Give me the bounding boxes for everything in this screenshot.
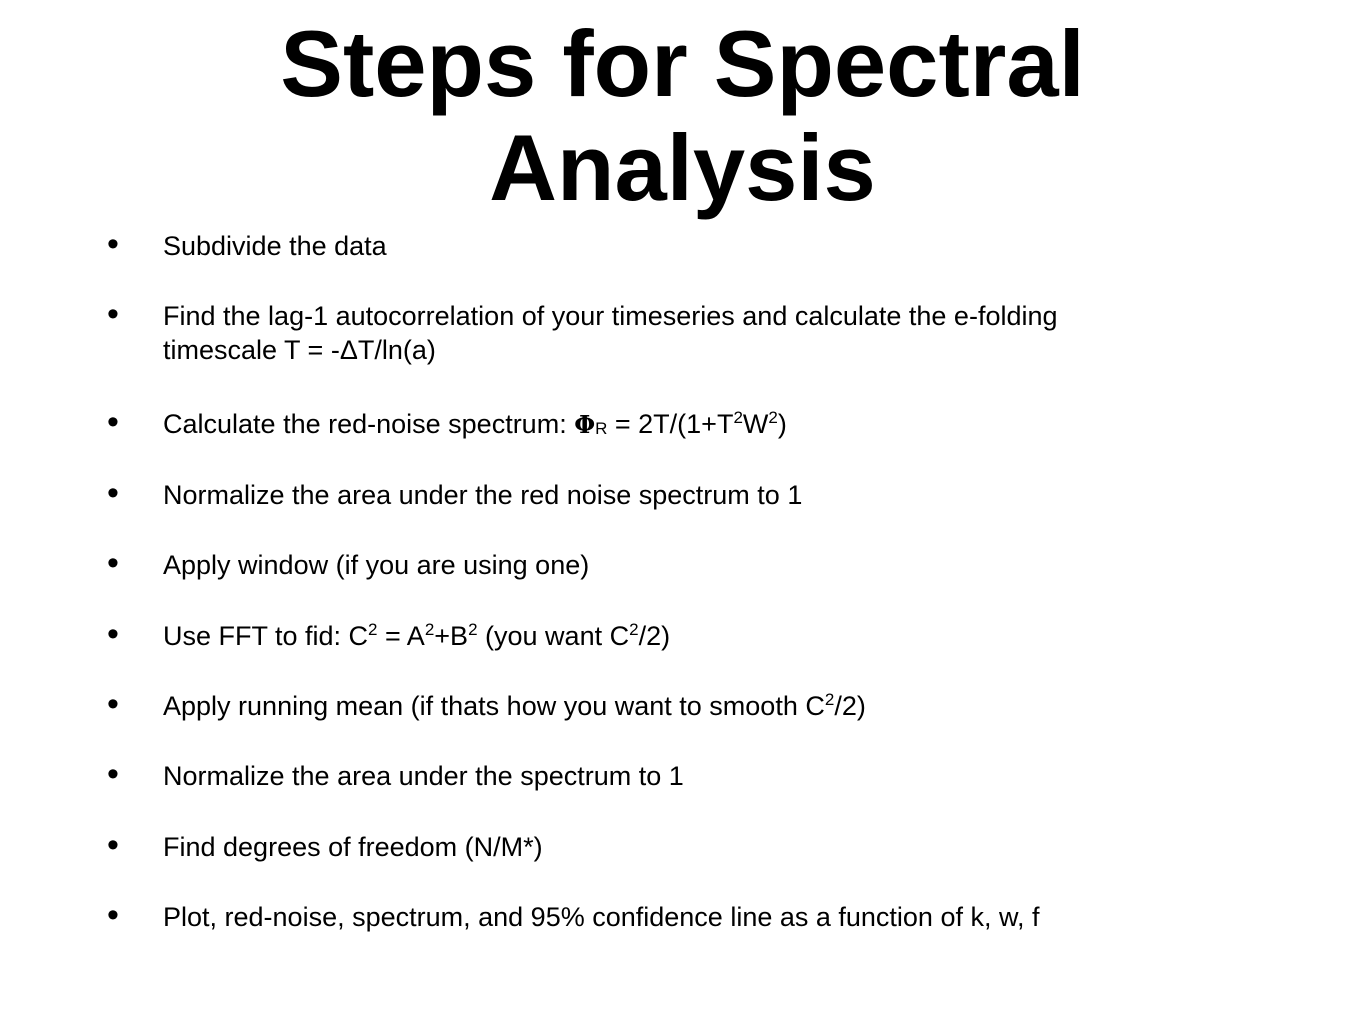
superscript: 2 [629, 620, 639, 639]
bullet-dot-icon: • [107, 295, 119, 333]
formula-part: ) [777, 409, 787, 439]
bullet-item-degrees-of-freedom [107, 826, 1283, 864]
bullet-text: Subdivide the data [163, 231, 387, 261]
bullet-dot-icon: • [107, 544, 119, 582]
superscript: 2 [368, 620, 378, 639]
bullet-text: Calculate the red-noise spectrum: [163, 409, 575, 439]
phi-symbol: Φ [574, 410, 596, 439]
formula-part: /2) [834, 691, 866, 721]
formula-part: = A [377, 621, 425, 651]
superscript: 2 [468, 620, 478, 639]
formula-part: /2) [638, 621, 671, 651]
bullet-text-line-2: timescale T = -ΔT/ln(a) [163, 335, 436, 365]
bullet-item-use-fft [107, 615, 1283, 653]
bullet-item-apply-window [107, 544, 1283, 582]
bullet-item-subdivide [107, 225, 1283, 263]
bullet-item-normalize-spectrum [107, 755, 1283, 793]
bullet-text: Normalize the area under the spectrum to 1 [163, 761, 684, 791]
superscript: 2 [768, 408, 778, 427]
superscript: 2 [424, 620, 435, 639]
formula-part: +B [434, 621, 469, 651]
slide-title-line-2: Analysis [489, 115, 876, 220]
bullet-dot-icon: • [107, 685, 119, 723]
bullet-dot-icon: • [107, 474, 119, 512]
bullet-text: Plot, red-noise, spectrum, and 95% confidence line as a function of k, w, f [163, 902, 1040, 932]
superscript: 2 [733, 408, 743, 427]
slide-title-line-1: Steps for Spectral [280, 11, 1085, 116]
slide-title [0, 12, 1365, 220]
bullet-text: Apply window (if you are using one) [163, 550, 590, 580]
formula-part: = 2T/(1+T [607, 409, 734, 439]
bullet-item-normalize-red-noise [107, 474, 1283, 512]
bullet-dot-icon: • [107, 755, 119, 793]
bullet-text: Use FFT to fid: C [163, 621, 369, 651]
bullet-item-autocorrelation [107, 295, 1283, 367]
bullet-text: Normalize the area under the red noise spectrum to 1 [163, 480, 803, 510]
bullet-text: Find degrees of freedom (N/M*) [163, 832, 543, 862]
bullet-dot-icon: • [107, 225, 119, 263]
formula-part: W [742, 409, 769, 439]
bullet-dot-icon: • [107, 826, 119, 864]
bullet-dot-icon: • [107, 615, 119, 653]
phi-subscript: R [595, 419, 608, 438]
bullet-dot-icon: • [107, 403, 119, 441]
bullet-item-red-noise-spectrum [107, 403, 1283, 442]
bullet-text: Apply running mean (if thats how you want to smooth C [163, 691, 825, 721]
superscript: 2 [824, 690, 835, 709]
formula-part: (you want C [477, 621, 630, 651]
bullet-item-running-mean [107, 685, 1283, 723]
bullet-text-line-1: Find the lag-1 autocorrelation of your timeseries and calculate the e-folding [163, 301, 1058, 331]
bullet-item-plot [107, 896, 1283, 934]
bullet-dot-icon: • [107, 896, 119, 934]
